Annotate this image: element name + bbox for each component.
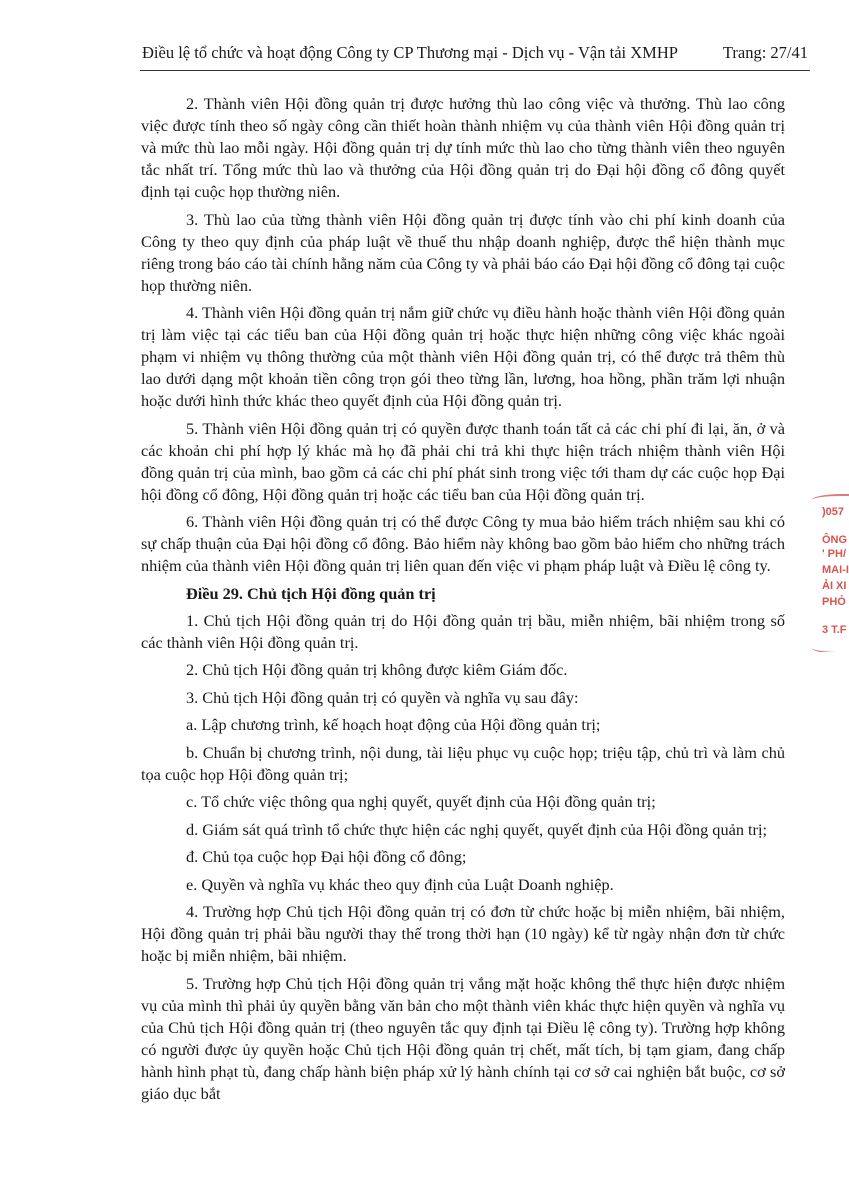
article-list-item: đ. Chủ tọa cuộc họp Đại hội đồng cổ đông; [186, 847, 467, 866]
seal-arc-top [812, 494, 849, 506]
seal-text-line: ẢI XI [822, 580, 847, 592]
paragraph-expense-reimbursement: 5. Thành viên Hội đồng quản trị có quyền được thanh toán tất cả các chi phí đi lại, ăn, ở và các khoản chi phí hợp lý khác mà họ đã phải chi trả khi thực hiện trách nhiệm thành viên Hội đồng quản trị của mình, bao gồm cả các chi phí phát sinh trong việc tới tham dự các cuộc họp Đại hội đồng cổ đông, Hội đồng quản trị hoặc các tiểu ban của Hội đồng quản trị. [141, 418, 785, 504]
article-list-item: e. Quyền và nghĩa vụ khác theo quy định của Luật Doanh nghiệp. [186, 874, 614, 894]
page-number: Trang: 27/41 [722, 43, 808, 62]
seal-text-line: PHỎ [822, 596, 846, 608]
article-paragraph: 5. Trường hợp Chủ tịch Hội đồng quản trị vắng mặt hoặc không thể thực hiện được nhiệm vụ của mình thì phải ủy quyền bằng văn bản cho một thành viên khác thực hiện quyền và nghĩa vụ của Chủ tịch Hội đồng quản trị (theo nguyên tắc quy định tại Điều lệ công ty). Trường hợp không có người được ủy quyền hoặc Chủ tịch Hội đồng quản trị chết, mất tích, bị tạm giam, đang chấp hành hình phạt tù, đang chấp hành biện pháp xử lý hành chính tại cơ sở cai nghiện bắt buộc, cơ sở giáo dục bắt [141, 973, 785, 1103]
seal-text-line: )057 [822, 506, 845, 518]
paragraph-remuneration: 2. Thành viên Hội đồng quản trị được hưởng thù lao công việc và thưởng. Thù lao công việc được tính theo số ngày công cần thiết hoàn thành nhiệm vụ của thành viên Hội đồng quản trị và mức thù lao mỗi ngày. Hội đồng quản trị dự tính mức thù lao cho từng thành viên theo nguyên tắc nhất trí. Tổng mức thù lao và thưởng của Hội đồng quản trị do Đại hội đồng cổ đông quyết định tại cuộc họp thường niên. [141, 94, 785, 201]
article-paragraph: 4. Trường hợp Chủ tịch Hội đồng quản trị có đơn từ chức hoặc bị miễn nhiệm, bãi nhiệm, Hội đồng quản trị phải bầu người thay thế trong thời hạn (10 ngày) kể từ ngày nhận đơn từ chức hoặc bị miễn nhiệm, bãi nhiệm. [141, 902, 785, 965]
seal-text-line: MAI-I [822, 564, 849, 576]
article-heading: Điều 29. Chủ tịch Hội đồng quản trị [186, 583, 436, 603]
page-header [142, 43, 808, 63]
document-title: Điều lệ tổ chức và hoạt động Công ty CP Thương mại - Dịch vụ - Vận tải XMHP [142, 43, 678, 62]
article-list-item: d. Giám sát quá trình tổ chức thực hiện các nghị quyết, quyết định của Hội đồng quản trị; [186, 819, 768, 839]
document-body [141, 93, 785, 1110]
seal-arc-bottom [812, 642, 849, 652]
article-paragraph: 2. Chủ tịch Hội đồng quản trị không được kiêm Giám đốc. [186, 660, 568, 679]
article-paragraph: 1. Chủ tịch Hội đồng quản trị do Hội đồng quản trị bầu, miễn nhiệm, bãi nhiệm trong số các thành viên Hội đồng quản trị. [141, 610, 785, 652]
seal-text-line: ÔNG [822, 534, 848, 546]
paragraph-liability-insurance: 6. Thành viên Hội đồng quản trị có thể được Công ty mua bảo hiểm trách nhiệm sau khi có sự chấp thuận của Đại hội đồng cổ đông. Bảo hiểm này không bao gồm bảo hiểm cho những trách nhiệm của thành viên Hội đồng quản trị liên quan đến việc vi phạm pháp luật và Điều lệ công ty. [141, 512, 785, 575]
header-divider [140, 70, 810, 71]
paragraph-remuneration-expense: 3. Thù lao của từng thành viên Hội đồng quản trị được tính vào chi phí kinh doanh của Công ty theo quy định của pháp luật về thuế thu nhập doanh nghiệp, được thể hiện thành mục riêng trong báo cáo tài chính hằng năm của Công ty và phải báo cáo Đại hội đồng cổ đông tại cuộc họp thường niên. [141, 209, 785, 295]
paragraph-additional-remuneration: 4. Thành viên Hội đồng quản trị nắm giữ chức vụ điều hành hoặc thành viên Hội đồng quản trị làm việc tại các tiểu ban của Hội đồng quản trị hoặc thực hiện những công việc khác ngoài phạm vi nhiệm vụ thông thường của một thành viên Hội đồng quản trị, có thể được trả thêm thù lao dưới dạng một khoản tiền công trọn gói theo từng lần, lương, hoa hồng, phần trăm lợi nhuận hoặc dưới hình thức khác theo quyết định của Hội đồng quản trị. [141, 303, 785, 410]
article-list-item: c. Tổ chức việc thông qua nghị quyết, quyết định của Hội đồng quản trị; [186, 792, 656, 811]
seal-text-line: ' PH/ [822, 548, 847, 560]
seal-text-line: 3 T.F [822, 624, 847, 636]
article-paragraph: 3. Chủ tịch Hội đồng quản trị có quyền và nghĩa vụ sau đây: [186, 687, 579, 707]
article-list-item: b. Chuẩn bị chương trình, nội dung, tài liệu phục vụ cuộc họp; triệu tập, chủ trì và làm chủ tọa cuộc họp Hội đồng quản trị; [141, 742, 785, 784]
article-list-item: a. Lập chương trình, kế hoạch hoạt động của Hội đồng quản trị; [186, 715, 601, 734]
company-seal-fragment [812, 492, 849, 652]
